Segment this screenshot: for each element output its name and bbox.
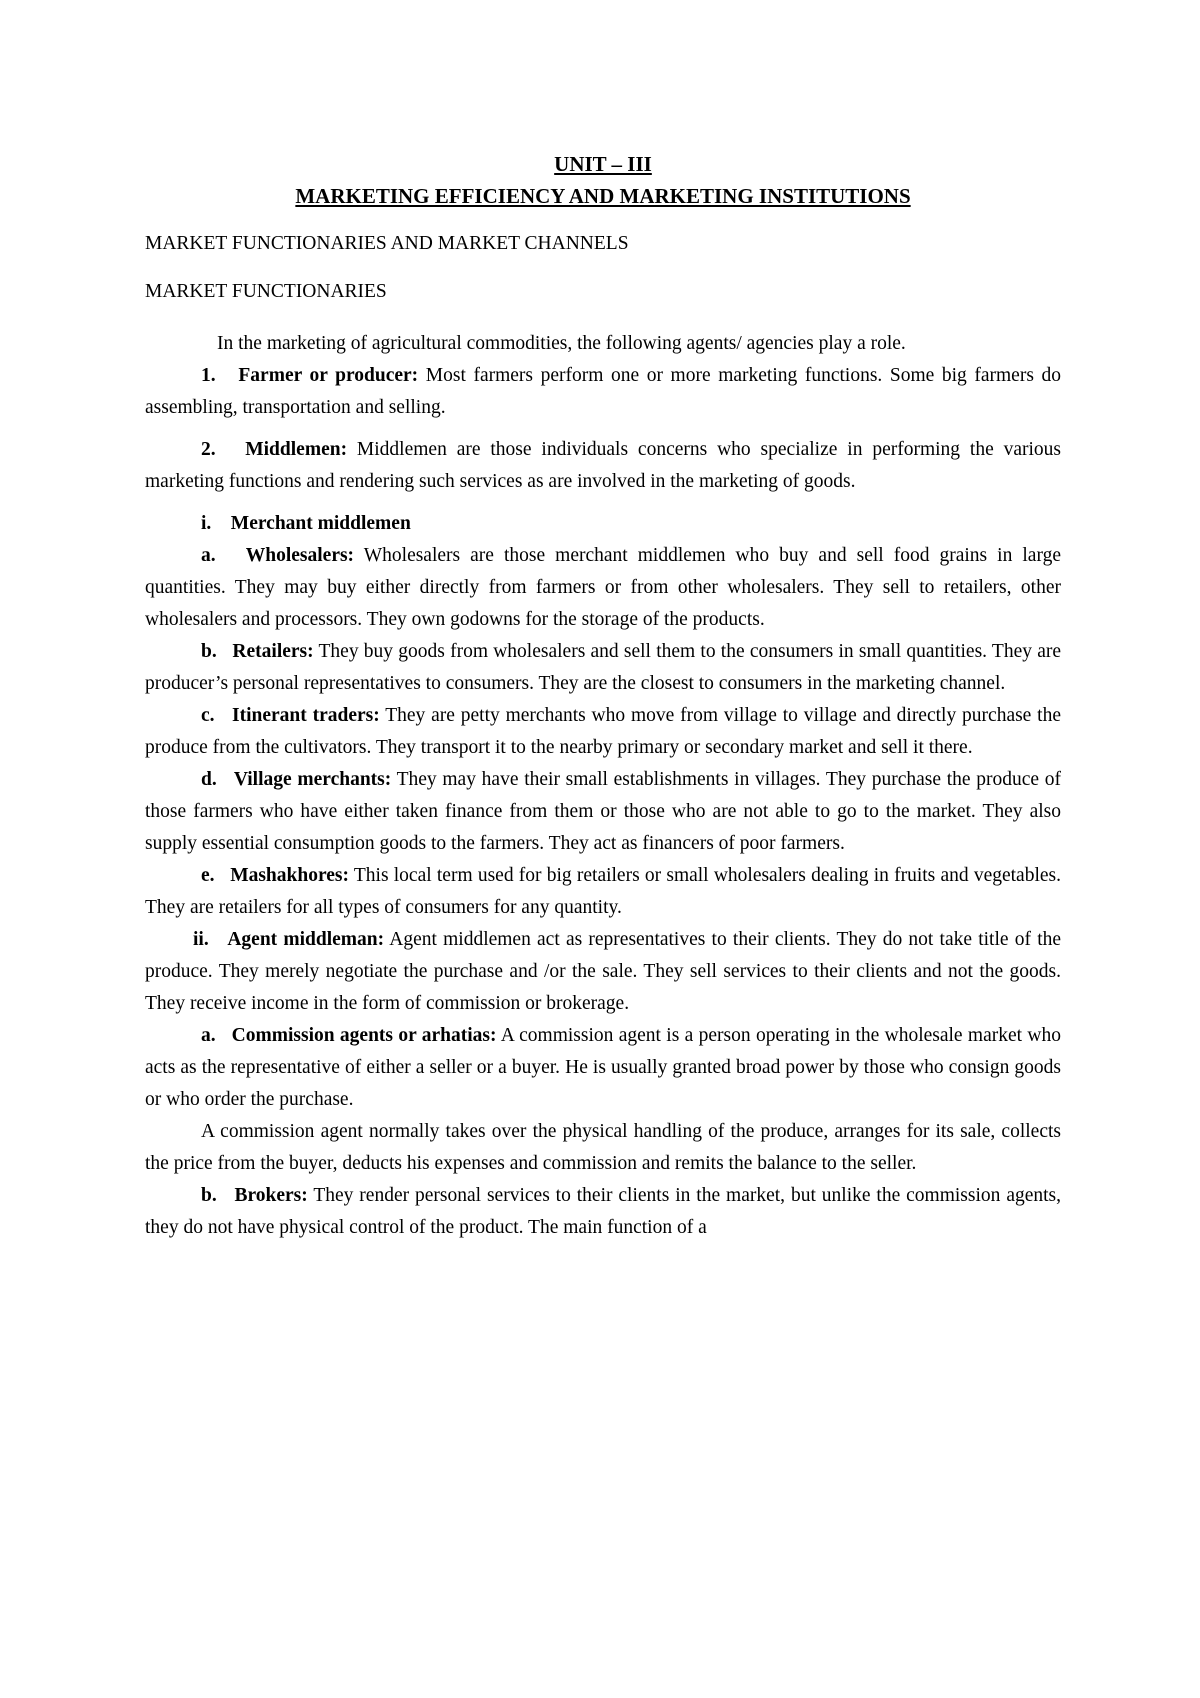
- item-text: Agent middlemen act as representatives to their clients. They do not take title of the produce. They merely negotiate the purchase and /or the sale. They sell services to their clients and not the goods. They receive income in the form of commission or brokerage.: [145, 929, 1062, 1014]
- list-item-mashakhores: [145, 860, 1061, 924]
- list-item-wholesalers: [145, 540, 1061, 636]
- item-marker: a.: [201, 1025, 216, 1046]
- item-text: They buy goods from wholesalers and sell them to the consumers in small quantities. They are producer’s personal representatives to consumers. They are the closest to consumers in the marketing channel.: [145, 641, 1061, 694]
- list-item-itinerant-traders: [145, 700, 1061, 764]
- item-term: Mashakhores:: [230, 865, 350, 886]
- item-text: They are petty merchants who move from village to village and directly purchase the produce from the cultivators. They transport it to the nearby primary or secondary market and sell it there.: [145, 705, 1061, 758]
- item-marker: b.: [201, 1185, 217, 1206]
- item-marker: i.: [201, 513, 212, 534]
- main-title: MARKETING EFFICIENCY AND MARKETING INSTITUTIONS: [295, 184, 911, 208]
- item-term: Village merchants:: [233, 769, 392, 790]
- item-text: This local term used for big retailers or small wholesalers dealing in fruits and vegetables. They are retailers for all types of consumers for any quantity.: [145, 865, 1062, 918]
- item-term: Middlemen:: [245, 439, 348, 460]
- item-term: Merchant middlemen: [230, 513, 411, 534]
- item-text: They may have their small establishments in villages. They purchase the produce of those farmers who have either taken finance from them or those who are not able to go to the market. They also supply essential consumption goods to the farmers. They act as financers of poor farmers.: [145, 769, 1062, 854]
- list-item-farmer: [145, 360, 1061, 424]
- item-marker: c.: [201, 705, 215, 726]
- section-heading: MARKET FUNCTIONARIES AND MARKET CHANNELS: [145, 233, 629, 254]
- item-text: Most farmers perform one or more marketing functions. Some big farmers do assembling, transportation and selling.: [145, 365, 1062, 418]
- list-item-agent-middleman: [145, 924, 1061, 1020]
- item-text: Wholesalers are those merchant middlemen who buy and sell food grains in large quantities. They may buy either directly from farmers or from other wholesalers. They sell to retailers, other wholesalers and processors. They own godowns for the storage of the products.: [145, 545, 1061, 630]
- list-item-middlemen: [145, 434, 1061, 498]
- item-marker: 2.: [201, 439, 216, 460]
- list-item-brokers: [145, 1180, 1061, 1244]
- item-term: Brokers:: [234, 1185, 308, 1206]
- item-term: Agent middleman:: [227, 929, 385, 950]
- item-marker: a.: [201, 545, 216, 566]
- list-item-village-merchants: [145, 764, 1061, 860]
- unit-title: UNIT – III: [554, 152, 652, 176]
- item-term: Wholesalers:: [245, 545, 355, 566]
- intro-paragraph: In the marketing of agricultural commodities, the following agents/ agencies play a role.: [217, 333, 906, 354]
- item-text: A commission agent is a person operating in the wholesale market who acts as the representative of either a seller or a buyer. He is usually granted broad power by those who consign goods or who order the purchase.: [145, 1025, 1061, 1110]
- item-term: Commission agents or arhatias:: [231, 1025, 497, 1046]
- item-marker: ii.: [193, 929, 209, 950]
- item-marker: b.: [201, 641, 217, 662]
- item-marker: d.: [201, 769, 217, 790]
- item-marker: e.: [201, 865, 215, 886]
- item-term: Farmer or producer:: [238, 365, 419, 386]
- item-term: Itinerant traders:: [232, 705, 380, 726]
- commission-agent-paragraph: A commission agent normally takes over the physical handling of the produce, arranges for its sale, collects the price from the buyer, deducts his expenses and commission and remits the balance to the seller.: [145, 1121, 1061, 1174]
- item-term: Retailers:: [232, 641, 314, 662]
- document-page: [145, 148, 1061, 1244]
- item-marker: 1.: [201, 365, 216, 386]
- list-item-merchant-middlemen: [145, 508, 1061, 540]
- item-text: They render personal services to their clients in the market, but unlike the commission agents, they do not have physical control of the product. The main function of a: [145, 1185, 1062, 1238]
- list-item-retailers: [145, 636, 1061, 700]
- sub-heading: MARKET FUNCTIONARIES: [145, 281, 387, 302]
- list-item-commission-agents: [145, 1020, 1061, 1116]
- item-text: Middlemen are those individuals concerns who specialize in performing the various marketing functions and rendering such services as are involved in the marketing of goods.: [145, 439, 1061, 492]
